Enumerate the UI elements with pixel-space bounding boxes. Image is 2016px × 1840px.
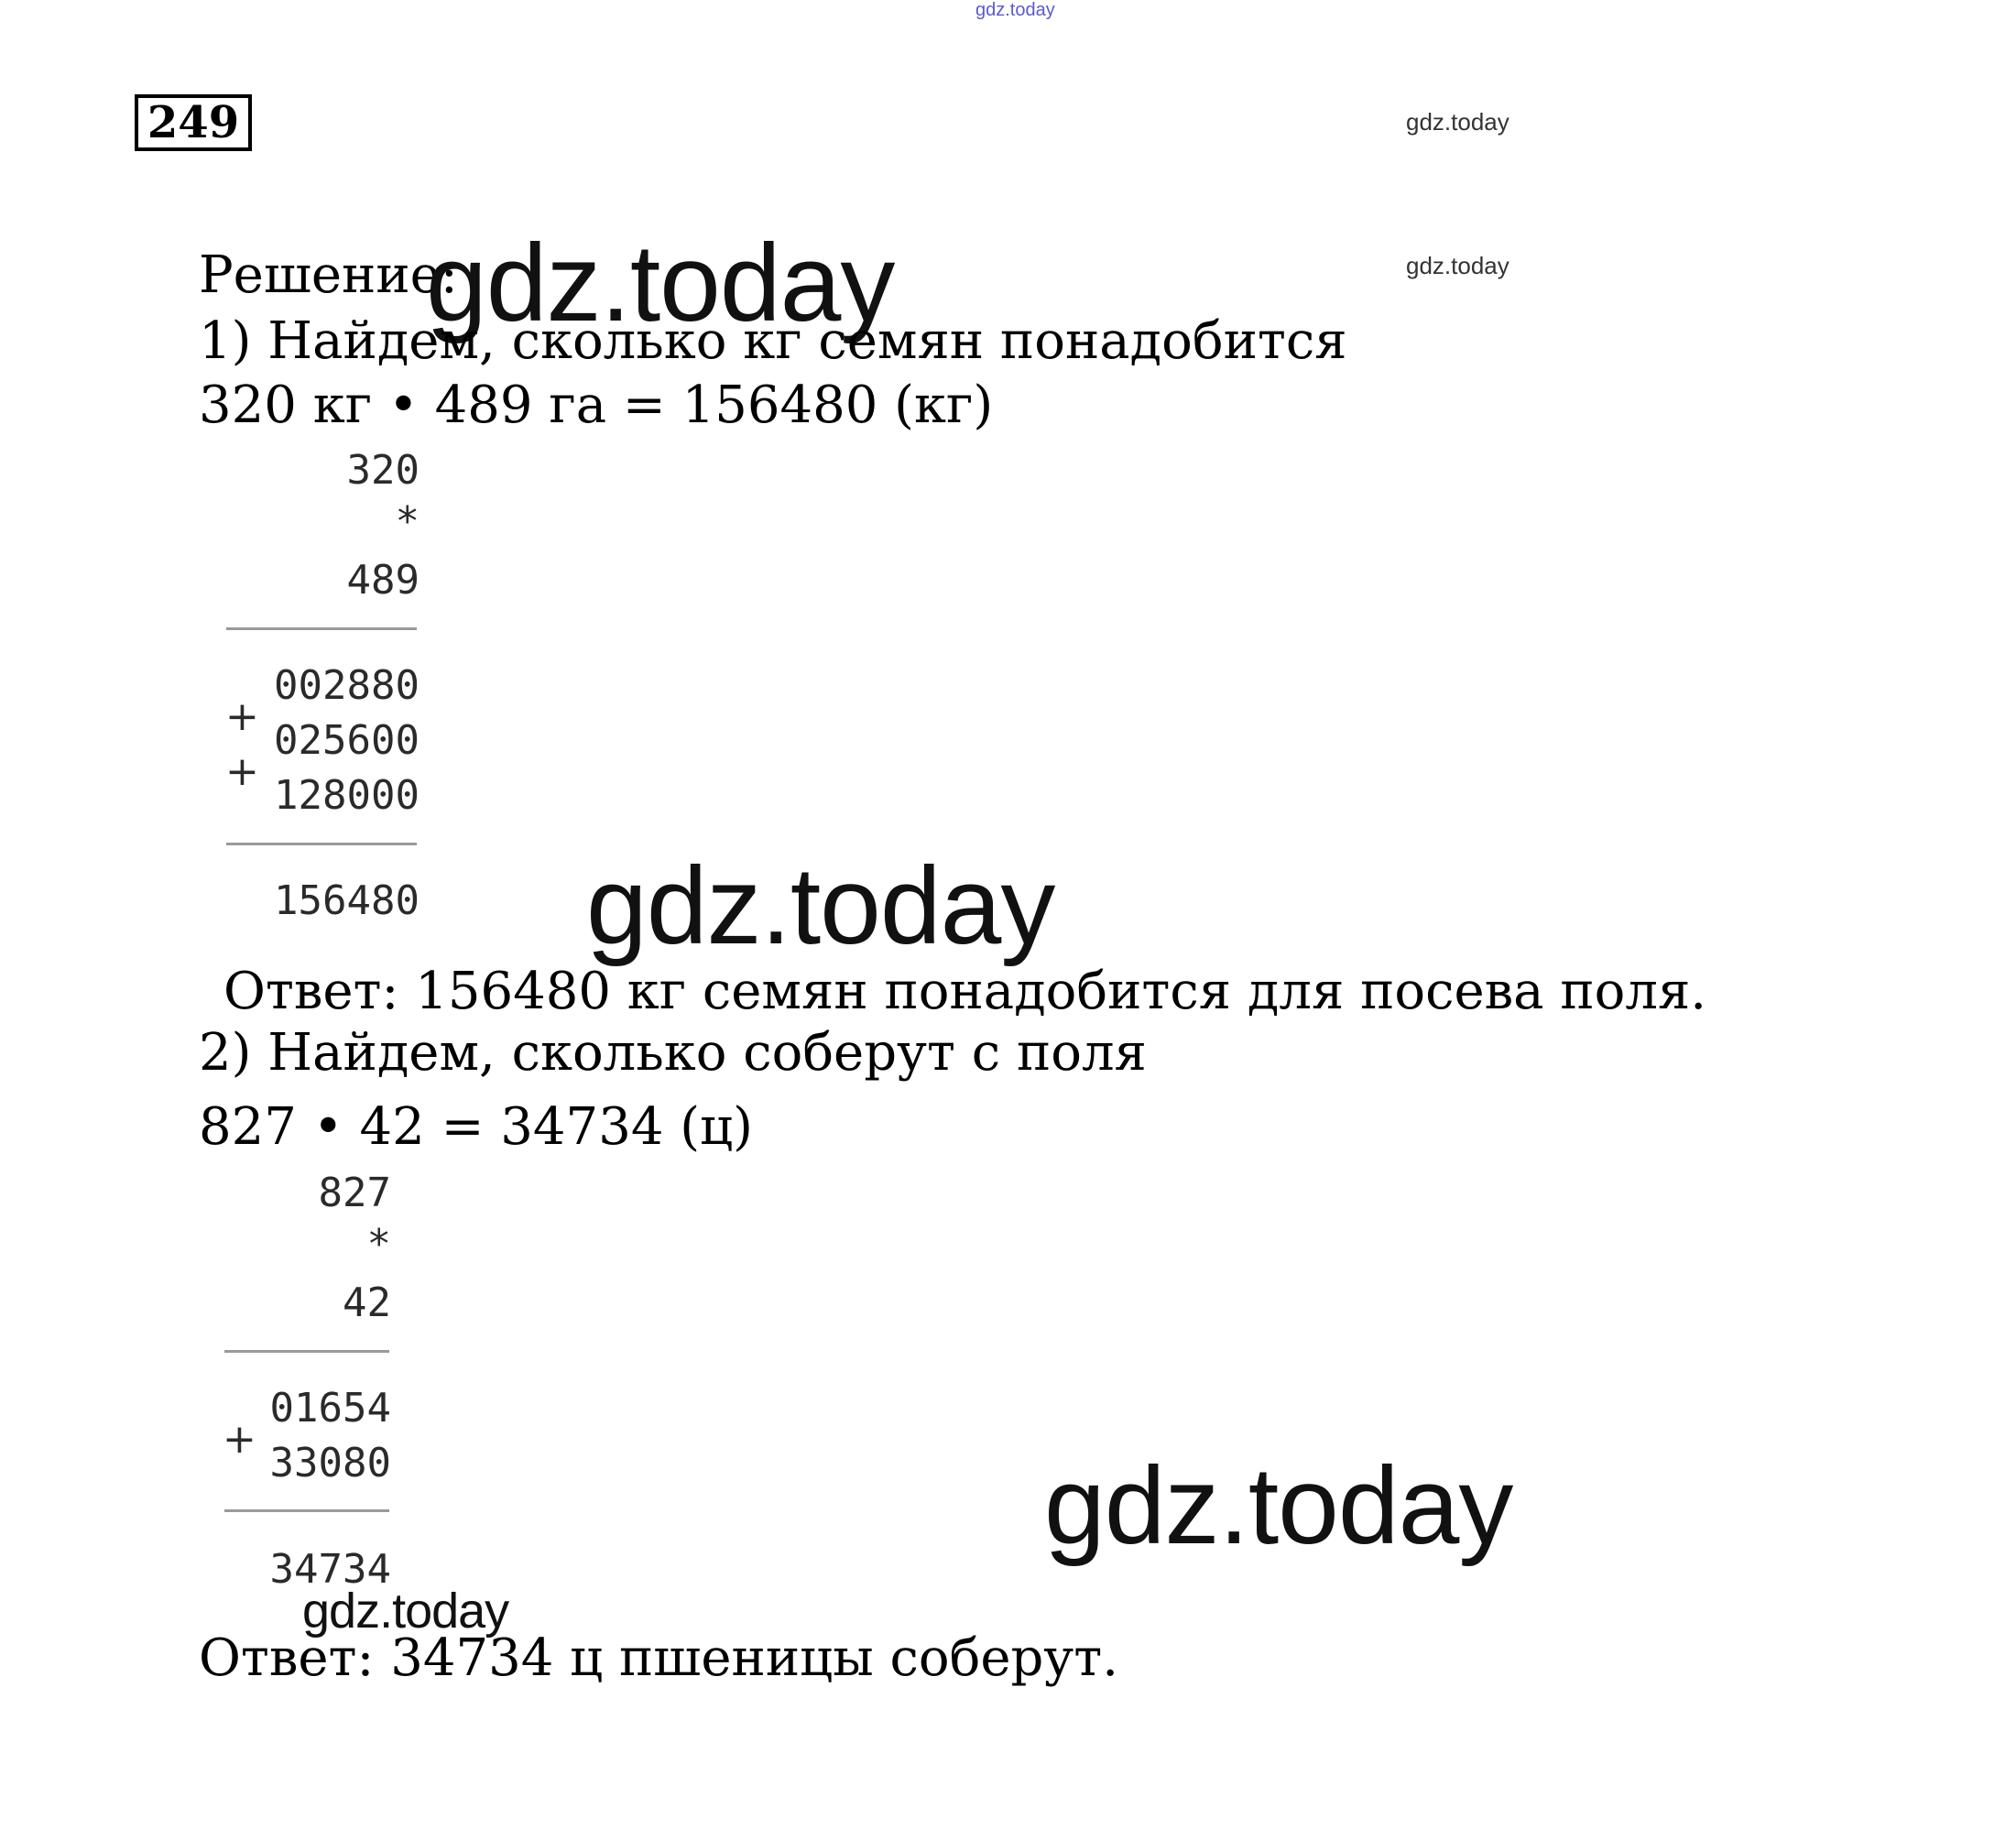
col2-operator: *	[366, 1221, 391, 1268]
part2-equation: 827 • 42 = 34734 (ц)	[199, 1097, 753, 1157]
part1-equation: 320 кг • 489 га = 156480 (кг)	[199, 376, 994, 435]
watermark-large-3: gdz.today	[1044, 1444, 1513, 1567]
watermark-medium: gdz.today	[302, 1584, 509, 1639]
col2-rule-2	[224, 1509, 389, 1512]
watermark-top: gdz.today	[975, 0, 1055, 20]
col2-partial-1: 01654	[269, 1385, 391, 1432]
part2-answer: Ответ: 34734 ц пшеницы соберут.	[199, 1628, 1119, 1688]
watermark-large-2: gdz.today	[586, 844, 1055, 967]
watermark-right-1: gdz.today	[1406, 108, 1509, 136]
col1-rule-1	[226, 627, 417, 630]
task-number: 249	[135, 94, 252, 151]
part1-heading: 1) Найдем, сколько кг семян понадобится	[199, 311, 1347, 371]
col1-operator: *	[395, 498, 420, 545]
col1-partial-3: 128000	[274, 772, 420, 819]
col1-multiplier: 489	[346, 557, 420, 604]
col1-rule-2	[226, 843, 417, 845]
col1-result: 156480	[274, 877, 420, 924]
part1-answer: Ответ: 156480 кг семян понадобится для посева поля.	[223, 962, 1707, 1021]
col2-multiplier: 42	[343, 1279, 391, 1326]
watermark-right-2: gdz.today	[1406, 252, 1509, 279]
solution-label: Решение:	[199, 245, 458, 305]
part2-heading: 2) Найдем, сколько соберут с поля	[199, 1023, 1147, 1083]
col2-partial-2: 33080	[269, 1440, 391, 1486]
watermark-large-1: gdz.today	[426, 222, 895, 344]
col1-partial-2: 025600	[274, 717, 420, 764]
col2-rule-1	[224, 1350, 389, 1353]
col1-multiplicand: 320	[346, 447, 420, 494]
col2-multiplicand: 827	[318, 1170, 391, 1216]
col2-result: 34734	[269, 1546, 391, 1593]
col2-plus-1: +	[223, 1416, 256, 1463]
col1-plus-2: +	[225, 748, 259, 795]
col1-partial-1: 002880	[274, 662, 420, 709]
col1-plus-1: +	[225, 693, 259, 740]
